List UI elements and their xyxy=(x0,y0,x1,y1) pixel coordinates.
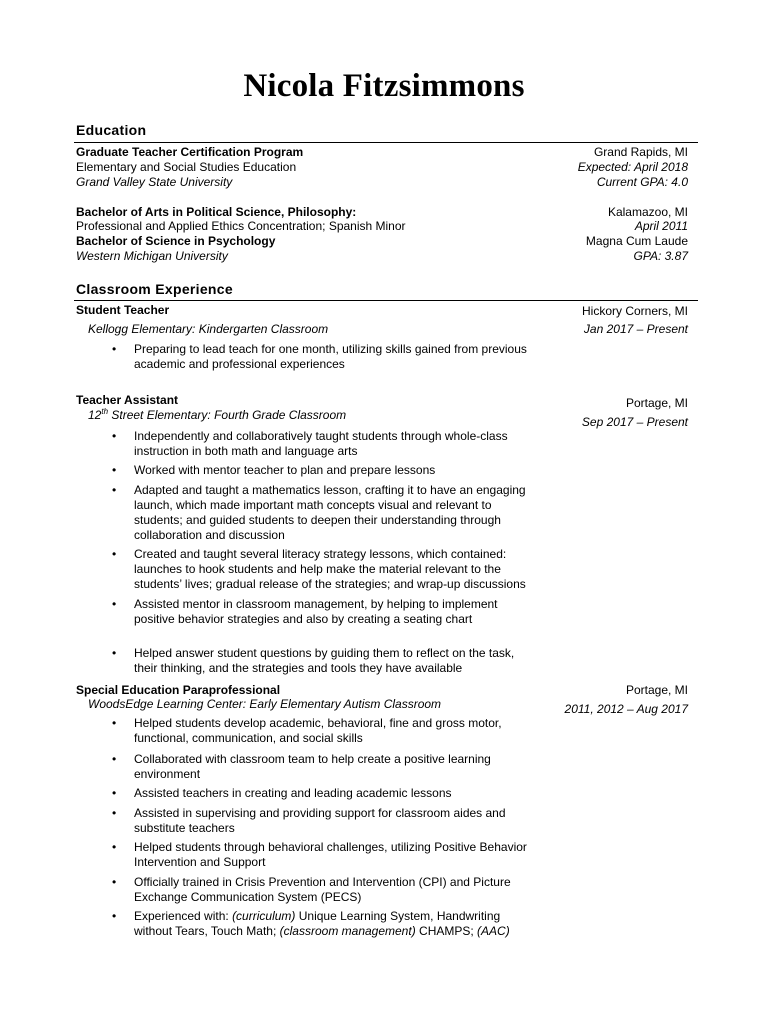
bullet-line: launch, which made important math concepts visual and relevant to xyxy=(134,498,492,512)
job-title: Teacher Assistant xyxy=(76,393,179,407)
bullet-text xyxy=(134,463,554,478)
bullet-glyph: • xyxy=(112,786,117,800)
bullet-glyph: • xyxy=(112,840,117,854)
job-title: Special Education Paraprofessional xyxy=(76,683,281,697)
bullet-text xyxy=(134,806,554,836)
bullet-glyph: • xyxy=(112,463,117,477)
bullet-glyph: • xyxy=(112,806,117,820)
bullet-glyph: • xyxy=(112,547,117,561)
bullet-line: students’ lives; gradual release of the strategies; and wrap-up discussions xyxy=(134,577,526,591)
education-location: Kalamazoo, MI xyxy=(607,205,688,219)
job-title: Student Teacher xyxy=(76,303,170,317)
education-school: Grand Valley State University xyxy=(76,175,233,189)
education-gpa: Current GPA: 4.0 xyxy=(596,175,688,189)
bullet-line: Independently and collaboratively taught students through whole-class xyxy=(134,429,508,443)
bullet-line: Worked with mentor teacher to plan and prepare lessons xyxy=(134,463,436,477)
bullet-line: students; and guided students to deepen their understanding through xyxy=(134,513,501,527)
bullet-text xyxy=(134,429,554,459)
bullet-glyph: • xyxy=(112,716,117,730)
bullet-line: Created and taught several literacy strategy lessons, which contained: xyxy=(134,547,507,561)
bullet-text xyxy=(134,786,554,801)
bullet-glyph: • xyxy=(112,429,117,443)
education-concentration: Professional and Applied Ethics Concentration; Spanish Minor xyxy=(76,219,406,233)
education-location: Grand Rapids, MI xyxy=(593,145,688,159)
bullet-line: substitute teachers xyxy=(134,821,235,835)
job-location: Portage, MI xyxy=(625,683,688,697)
bullet-text xyxy=(134,646,554,676)
education-date: Expected: April 2018 xyxy=(577,160,688,174)
bullet-line: Helped students develop academic, behavioral, fine and gross motor, xyxy=(134,716,502,730)
education-school: Western Michigan University xyxy=(76,249,228,263)
bullet-text: Experienced with: (curriculum) Unique Learning System, Handwriting without Tears, Touch Math; (classroom management) CHAMPS; (AAC) xyxy=(134,909,510,938)
bullet-line: their thinking, and the strategies and tools they have available xyxy=(134,661,463,675)
bullet-glyph: • xyxy=(112,483,117,497)
bullet-line: launches to hook students and help make the material relevant to the xyxy=(134,562,501,576)
job-location: Hickory Corners, MI xyxy=(581,304,688,318)
education-degree: Bachelor of Arts in Political Science, Philosophy: xyxy=(76,205,357,219)
bullet-text xyxy=(134,597,554,627)
job-location: Portage, MI xyxy=(625,396,688,410)
job-workplace: 12th Street Elementary: Fourth Grade Classroom xyxy=(88,407,347,422)
education-field: Elementary and Social Studies Education xyxy=(76,160,297,174)
bullet-glyph: • xyxy=(112,752,117,766)
bullet-text xyxy=(134,716,554,746)
section-title-education: Education xyxy=(76,122,147,138)
bullet-line: Collaborated with classroom team to help create a positive learning xyxy=(134,752,491,766)
bullet-line: Assisted teachers in creating and leading academic lessons xyxy=(134,786,452,800)
bullet-text xyxy=(134,840,554,870)
bullet-line: instruction in both math and language arts xyxy=(134,444,358,458)
bullet-glyph: • xyxy=(112,597,117,611)
education-program: Graduate Teacher Certification Program xyxy=(76,145,304,159)
bullet-line: Helped answer student questions by guiding them to reflect on the task, xyxy=(134,646,515,660)
job-dates: Sep 2017 – Present xyxy=(581,415,688,429)
bullet-line: Adapted and taught a mathematics lesson, crafting it to have an engaging xyxy=(134,483,526,497)
bullet-line: Helped students through behavioral challenges, utilizing Positive Behavior xyxy=(134,840,527,854)
bullet-line: environment xyxy=(134,767,201,781)
bullet-line: positive behavior strategies and also by creating a seating chart xyxy=(134,612,473,626)
bullet-glyph: • xyxy=(112,646,117,660)
section-divider xyxy=(74,142,698,143)
section-divider xyxy=(74,300,698,301)
bullet-line: Preparing to lead teach for one month, utilizing skills gained from previous xyxy=(134,342,527,356)
section-title-experience: Classroom Experience xyxy=(76,281,233,297)
bullet-line: Officially trained in Crisis Prevention and Intervention (CPI) and Picture xyxy=(134,875,511,889)
job-workplace: Kellogg Elementary: Kindergarten Classroom xyxy=(88,322,329,336)
job-dates: 2011, 2012 – Aug 2017 xyxy=(564,702,688,716)
bullet-line: Exchange Communication System (PECS) xyxy=(134,890,362,904)
bullet-line: collaboration and discussion xyxy=(134,528,285,542)
education-degree: Bachelor of Science in Psychology xyxy=(76,234,276,248)
bullet-text xyxy=(134,752,554,782)
bullet-glyph: • xyxy=(112,342,117,356)
job-workplace: WoodsEdge Learning Center: Early Elementary Autism Classroom xyxy=(88,697,442,711)
bullet-text xyxy=(134,875,554,905)
bullet-line: academic and professional experiences xyxy=(134,357,345,371)
bullet-text xyxy=(134,342,554,372)
job-dates: Jan 2017 – Present xyxy=(583,322,688,336)
bullet-line: Assisted mentor in classroom management, by helping to implement xyxy=(134,597,498,611)
bullet-text xyxy=(134,547,554,592)
candidate-name: Nicola Fitzsimmons xyxy=(243,68,525,104)
bullet-text xyxy=(134,483,554,543)
education-date: April 2011 xyxy=(634,219,688,233)
education-gpa: GPA: 3.87 xyxy=(633,249,688,263)
bullet-line: Assisted in supervising and providing support for classroom aides and xyxy=(134,806,506,820)
education-honor: Magna Cum Laude xyxy=(585,234,688,248)
bullet-glyph: • xyxy=(112,909,117,923)
bullet-line: Intervention and Support xyxy=(134,855,266,869)
bullet-glyph: • xyxy=(112,875,117,889)
bullet-line: functional, communication, and social skills xyxy=(134,731,363,745)
